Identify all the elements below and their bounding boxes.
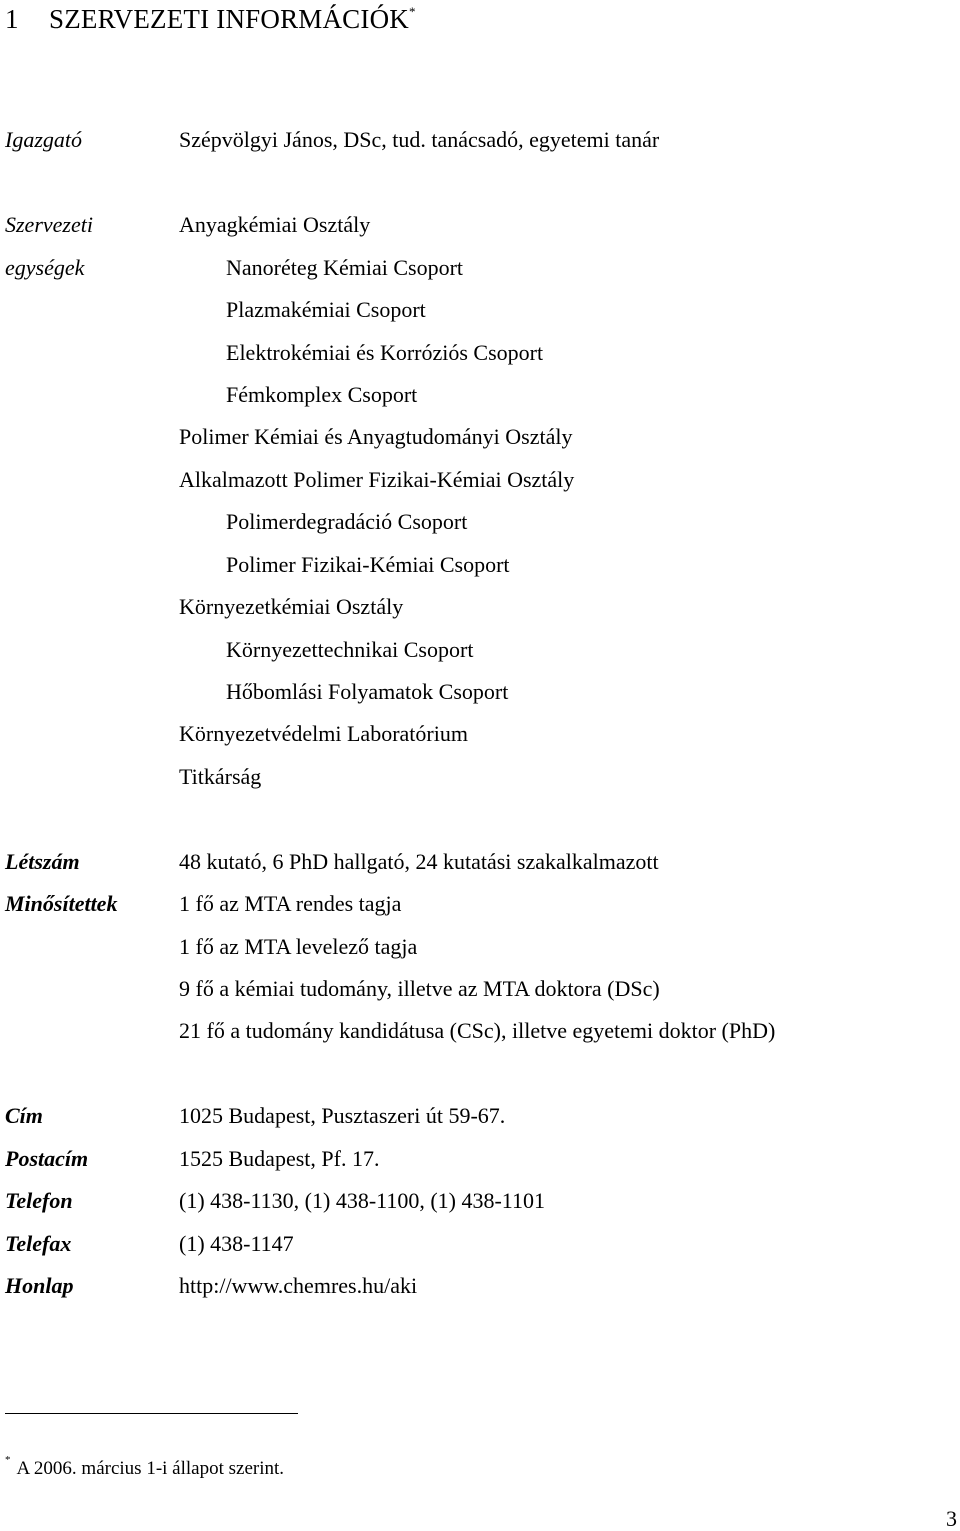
staff-line: 48 kutató, 6 PhD hallgató, 24 kutatási szakalkalmazott [179, 849, 659, 874]
unit-group: Elektrokémiai és Korróziós Csoport [226, 340, 544, 365]
footnote-text: A 2006. március 1-i állapot szerint. [16, 1458, 285, 1479]
unit-group: Környezettechnikai Csoport [226, 637, 474, 662]
staff-line: 21 fő a tudomány kandidátusa (CSc), illetve egyetemi doktor (PhD) [179, 1018, 776, 1043]
staff-line: 1 fő az MTA levelező tagja [179, 934, 418, 959]
unit-group: Plazmakémiai Csoport [226, 297, 426, 322]
address-value: 1025 Budapest, Pusztaszeri út 59-67. [179, 1103, 506, 1128]
footnote-separator [5, 1413, 298, 1414]
phone-label: Telefon [5, 1188, 73, 1213]
footnote [5, 1454, 285, 1479]
units-label-line1: Szervezeti [5, 212, 93, 237]
unit-department: Anyagkémiai Osztály [179, 212, 371, 237]
unit-department: Környezetkémiai Osztály [179, 594, 404, 619]
section-number: 1 [5, 4, 19, 34]
unit-group: Hőbomlási Folyamatok Csoport [226, 679, 509, 704]
director-value: Szépvölgyi János, DSc, tud. tanácsadó, egyetemi tanár [179, 127, 660, 152]
postal-address-label: Postacím [5, 1146, 89, 1171]
fax-label: Telefax [5, 1231, 72, 1256]
unit-group: Polimer Fizikai-Kémiai Csoport [226, 552, 510, 577]
director-label: Igazgató [5, 127, 82, 152]
footnote-marker: * [408, 4, 416, 19]
qualified-label: Minősítettek [5, 891, 118, 916]
address-label: Cím [5, 1103, 43, 1128]
units-label-line2: egységek [5, 255, 85, 280]
unit-group: Fémkomplex Csoport [226, 382, 418, 407]
fax-value: (1) 438-1147 [179, 1231, 294, 1256]
unit-department: Titkárság [179, 764, 262, 789]
unit-department: Környezetvédelmi Laboratórium [179, 721, 468, 746]
unit-department: Polimer Kémiai és Anyagtudományi Osztály [179, 424, 573, 449]
section-heading [5, 6, 416, 33]
staff-line: 9 fő a kémiai tudomány, illetve az MTA doktora (DSc) [179, 976, 660, 1001]
footnote-marker: * [5, 1454, 11, 1466]
headcount-label: Létszám [5, 849, 80, 874]
staff-line: 1 fő az MTA rendes tagja [179, 891, 402, 916]
unit-group: Nanoréteg Kémiai Csoport [226, 255, 464, 280]
page-number: 3 [946, 1506, 957, 1531]
unit-department: Alkalmazott Polimer Fizikai-Kémiai Osztály [179, 467, 575, 492]
homepage-link[interactable]: http://www.chemres.hu/aki [179, 1273, 418, 1298]
homepage-label: Honlap [5, 1273, 74, 1298]
unit-group: Polimerdegradáció Csoport [226, 509, 468, 534]
phone-value: (1) 438-1130, (1) 438-1100, (1) 438-1101 [179, 1188, 545, 1213]
postal-address-value: 1525 Budapest, Pf. 17. [179, 1146, 380, 1171]
section-title: SZERVEZETI INFORMÁCIÓK [49, 4, 409, 34]
